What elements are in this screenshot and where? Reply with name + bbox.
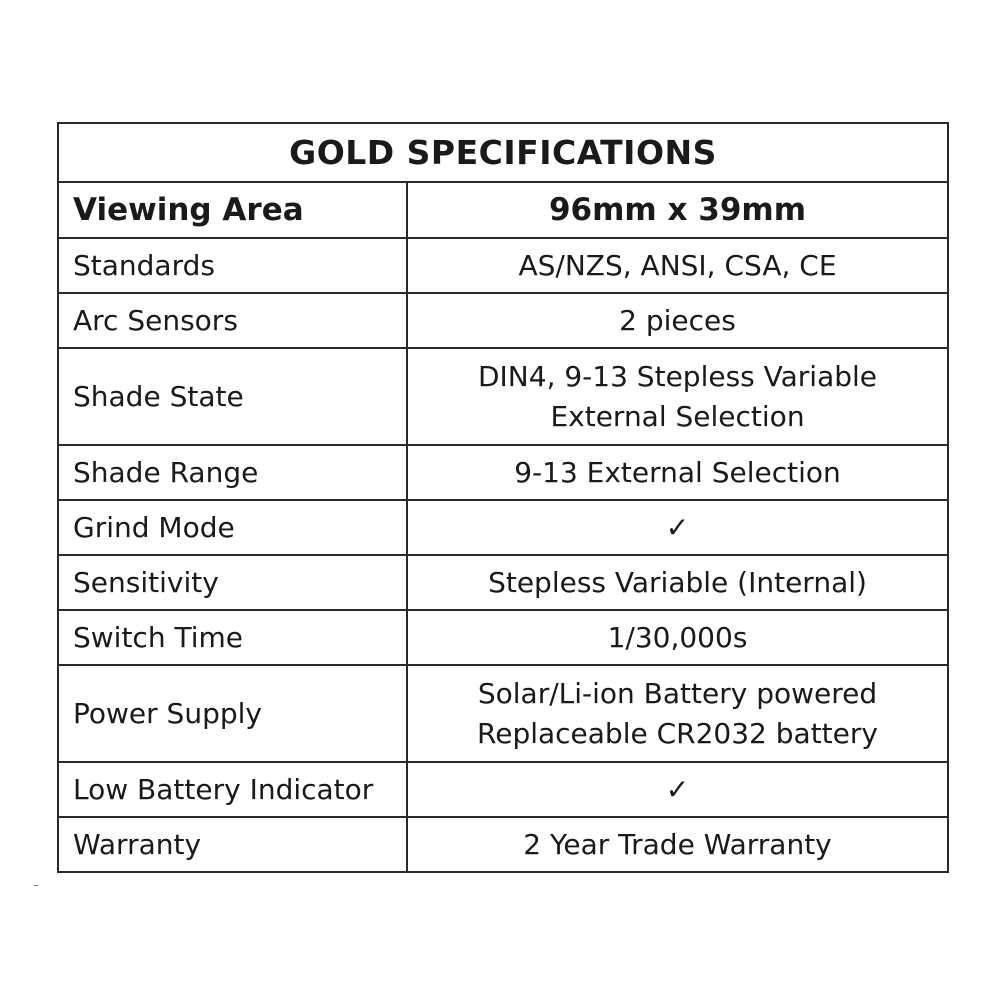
stray-mark <box>34 885 38 886</box>
table-row-switch-time <box>58 610 948 665</box>
table-row-power-supply <box>58 665 948 762</box>
row-label: Shade State <box>58 348 407 445</box>
checkmark-icon: ✓ <box>665 772 690 806</box>
table-title: GOLD SPECIFICATIONS <box>58 123 948 182</box>
row-value-line: 2 pieces <box>619 303 736 337</box>
row-value <box>407 665 948 762</box>
row-value <box>407 293 948 348</box>
row-value <box>407 555 948 610</box>
row-value <box>407 762 948 817</box>
row-label: Arc Sensors <box>58 293 407 348</box>
row-value-line: 9-13 External Selection <box>514 455 841 489</box>
table-row-sensitivity <box>58 555 948 610</box>
row-value <box>407 817 948 872</box>
row-label: Low Battery Indicator <box>58 762 407 817</box>
table-row-shade-range <box>58 445 948 500</box>
row-value-line: 1/30,000s <box>607 620 748 654</box>
table-row-grind-mode <box>58 500 948 555</box>
specifications-table <box>57 122 949 873</box>
row-value-line: Solar/Li-ion Battery powered <box>477 676 878 710</box>
row-value-line: Stepless Variable (Internal) <box>488 565 867 599</box>
table-row-low-battery-indicator <box>58 762 948 817</box>
row-label: Power Supply <box>58 665 407 762</box>
row-value-line: 2 Year Trade Warranty <box>523 827 832 861</box>
row-value <box>407 348 948 445</box>
row-value <box>407 500 948 555</box>
header-label: Viewing Area <box>58 182 407 238</box>
row-value-line: Replaceable CR2032 battery <box>477 716 878 750</box>
row-value <box>407 610 948 665</box>
title-row <box>58 123 948 182</box>
row-label: Warranty <box>58 817 407 872</box>
checkmark-icon: ✓ <box>665 510 690 544</box>
table-row-shade-state <box>58 348 948 445</box>
header-value: 96mm x 39mm <box>407 182 948 238</box>
row-value-line: AS/NZS, ANSI, CSA, CE <box>518 248 837 282</box>
row-label: Sensitivity <box>58 555 407 610</box>
row-label: Shade Range <box>58 445 407 500</box>
table-row-arc-sensors <box>58 293 948 348</box>
header-row <box>58 182 948 238</box>
row-label: Switch Time <box>58 610 407 665</box>
table-row-warranty <box>58 817 948 872</box>
row-label: Grind Mode <box>58 500 407 555</box>
row-value <box>407 238 948 293</box>
row-value-line: DIN4, 9-13 Stepless Variable <box>477 359 878 393</box>
table-row-standards <box>58 238 948 293</box>
row-value-line: External Selection <box>550 399 805 433</box>
row-label: Standards <box>58 238 407 293</box>
row-value <box>407 445 948 500</box>
